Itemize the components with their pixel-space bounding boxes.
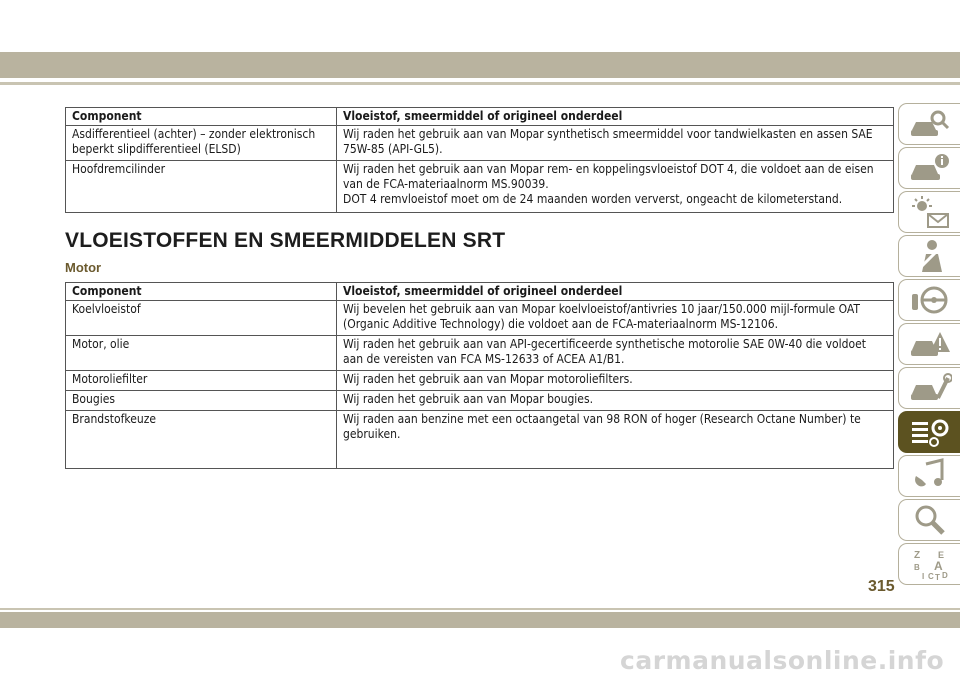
header-fluid: Vloeistof, smeermiddel of origineel onderdeel [337, 108, 894, 126]
music-nav-icon [908, 458, 952, 494]
alphabet-index-icon [908, 546, 952, 582]
index-letter: I [921, 572, 924, 581]
table-row [66, 411, 894, 469]
header-component: Component [66, 108, 337, 126]
cell-component: Hoofdremcilinder [66, 161, 337, 213]
side-tab-car-info[interactable] [898, 147, 960, 189]
side-tab-search[interactable] [898, 499, 960, 541]
cell-component: Bougies [66, 391, 337, 411]
table-row [66, 126, 894, 161]
side-tab-multimedia[interactable] [898, 455, 960, 497]
bottom-decorative-line [0, 608, 960, 610]
cell-component: Motoroliefilter [66, 371, 337, 391]
side-tab-emergency[interactable] [898, 323, 960, 365]
cell-component: Asdifferentieel (achter) – zonder elektronisch beperkt slipdifferentieel (ELSD) [66, 126, 337, 161]
warning-light-message-icon [908, 194, 952, 230]
cell-fluid: Wij raden het gebruik aan van Mopar synthetisch smeermiddel voor tandwielkasten en assen SAE 75W-85 (API-GL5). [337, 126, 894, 161]
car-wrench-icon [908, 370, 952, 406]
side-tab-car-search[interactable] [898, 103, 960, 145]
cell-component: Motor, olie [66, 336, 337, 371]
side-tab-warning-lights[interactable] [898, 191, 960, 233]
cell-fluid: Wij raden het gebruik aan van API-gecertificeerde synthetische motorolie SAE 0W-40 die voldoet aan de vereisten van FCA MS-12633 of ACEA A1/B1. [337, 336, 894, 371]
section-title: VLOEISTOFFEN EN SMEERMIDDELEN SRT [65, 229, 506, 252]
index-letter: E [937, 550, 944, 560]
page-number: 315 [868, 578, 895, 595]
table-row [66, 391, 894, 411]
top-decorative-band [0, 52, 960, 78]
index-letter: B [913, 563, 920, 572]
person-airbag-icon [908, 238, 952, 274]
cell-component: Koelvloeistof [66, 301, 337, 336]
side-tab-steering[interactable] [898, 279, 960, 321]
side-tab-index[interactable] [898, 543, 960, 585]
steering-wheel-icon [908, 282, 952, 318]
fluid-text: Wij raden het gebruik aan van Mopar rem- en koppelingsvloeistof DOT 4, die voldoet aan de eisen van de FCA-materiaalnorm MS.90039. [343, 162, 874, 191]
index-letter: A [933, 559, 943, 573]
table-row [66, 301, 894, 336]
specifications-gear-icon [908, 414, 952, 450]
header-fluid: Vloeistof, smeermiddel of origineel onderdeel [337, 283, 894, 301]
cell-component: Brandstofkeuze [66, 411, 337, 469]
subsection-title: Motor [65, 260, 102, 275]
cell-fluid [337, 161, 894, 213]
table-row [66, 161, 894, 213]
table-header-row [66, 283, 894, 301]
table-header-row [66, 108, 894, 126]
car-info-icon [908, 150, 952, 186]
fluids-table-engine [65, 282, 894, 469]
cell-fluid: Wij raden het gebruik aan van Mopar motoroliefilters. [337, 371, 894, 391]
table-row [66, 336, 894, 371]
magnifier-icon [908, 502, 952, 538]
index-letter: T [934, 573, 940, 582]
side-tab-safety[interactable] [898, 235, 960, 277]
bottom-decorative-band [0, 612, 960, 628]
index-letter: Z [913, 550, 920, 561]
cell-fluid: Wij bevelen het gebruik aan van Mopar koelvloeistof/antivries 10 jaar/150.000 mijl-formule OAT (Organic Additive Technology) die voldoet aan de FCA-materiaalnorm MS-12106. [337, 301, 894, 336]
cell-fluid: Wij raden het gebruik aan van Mopar bougies. [337, 391, 894, 411]
index-letter: D [941, 571, 948, 580]
cell-fluid: Wij raden aan benzine met een octaangetal van 98 RON of hoger (Research Octane Number) te gebruiken. [337, 411, 894, 469]
fluid-note: DOT 4 remvloeistof moet om de 24 maanden worden ververst, ongeacht de kilometerstand. [343, 192, 843, 206]
header-component: Component [66, 283, 337, 301]
top-decorative-line [0, 82, 960, 85]
table-row [66, 371, 894, 391]
side-tab-specifications[interactable] [898, 411, 960, 453]
watermark: carmanualsonline.info [620, 646, 945, 675]
index-letter: C [927, 572, 934, 581]
fluids-table-top [65, 107, 894, 213]
side-tab-maintenance[interactable] [898, 367, 960, 409]
car-warning-triangle-icon [908, 326, 952, 362]
car-search-icon [908, 106, 952, 142]
